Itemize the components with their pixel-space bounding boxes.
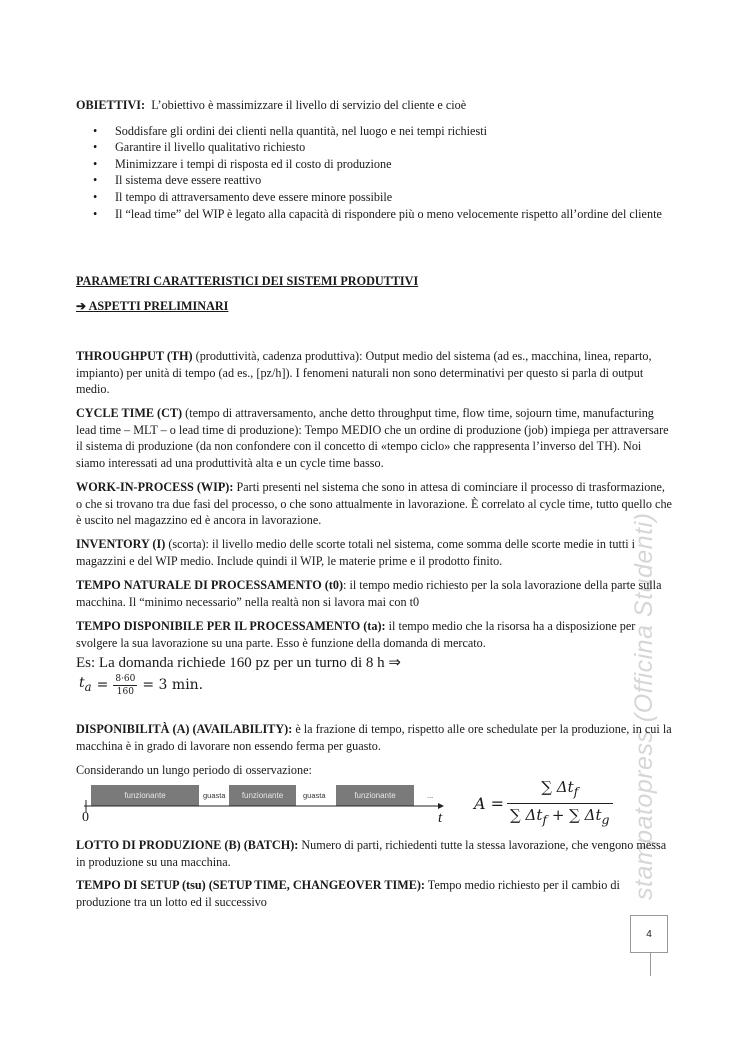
den-sub-1: f	[542, 812, 548, 827]
definition-text: : il tempo medio richiesto per la sola lavorazione della parte sulla macchina. Il “minimo necessario” nella realtà non si lavora mai con t0	[76, 578, 662, 609]
definition-availability	[76, 721, 672, 754]
fraction	[510, 776, 609, 831]
definition-text: il tempo medio che la risorsa ha a disposizione per svolgere la sua lavorazione su una parte. Esso è funzione della domanda di mercato.	[76, 619, 636, 650]
axis-time-label: t	[438, 810, 443, 826]
term: DISPONIBILITÀ (A) (AVAILABILITY):	[76, 722, 293, 736]
observation-text: Considerando un lungo periodo di osservazione:	[76, 763, 312, 777]
numerator: 8·60	[115, 674, 136, 684]
availability-formula	[474, 776, 610, 831]
den-sum-2: ∑ Δt	[569, 806, 602, 824]
timeline-axis	[80, 800, 450, 820]
term: TEMPO NATURALE DI PROCESSAMENTO (t0)	[76, 578, 344, 592]
timeline-bar-working: funzionante	[229, 785, 296, 806]
list-item: • Garantire il livello qualitativo richiesto	[76, 139, 672, 156]
definition-setup	[76, 877, 672, 910]
objectives-list	[76, 123, 672, 223]
term: TEMPO DISPONIBILE PER IL PROCESSAMENTO (ta):	[76, 619, 386, 633]
num-sum: ∑ Δt	[541, 778, 574, 796]
objectives-text: L’obiettivo è massimizzare il livello di servizio del cliente e cioè	[151, 98, 467, 112]
definition-text: (produttività, cadenza produttiva): Output medio del sistema (ad es., macchina, linea, reparto, impianto) per unità di tempo (ad es., [pz/h]). I fenomeni naturali non sono determinativi per questo si parla di output medio.	[76, 349, 652, 397]
subsection-title: ➔ ASPETTI PRELIMINARI	[76, 299, 229, 313]
term: THROUGHPUT (TH)	[76, 349, 193, 363]
watermark: stampatopress (Officina Studenti)	[630, 512, 658, 900]
timeline-bar-working: funzionante	[336, 785, 414, 806]
denominator	[510, 804, 609, 831]
formula-result: = 3 min.	[142, 677, 204, 694]
definition-text: Numero di parti, richiedenti tutte la stessa lavorazione, che vengono messa in produzione su una macchina.	[76, 838, 667, 869]
definition-batch	[76, 837, 672, 870]
den-sum-1: ∑ Δt	[510, 806, 543, 824]
formula-sub: a	[84, 680, 92, 695]
timeline-bar-working: funzionante	[91, 785, 199, 806]
list-item: • Soddisfare gli ordini dei clienti nella quantità, nel luogo e nei tempi richiesti	[76, 123, 672, 140]
formula-lhs: t	[79, 675, 85, 692]
definition-cycle-time	[76, 405, 672, 471]
numerator	[507, 776, 612, 804]
term: INVENTORY (I)	[76, 537, 166, 551]
definition-throughput	[76, 348, 672, 398]
fraction	[113, 673, 137, 698]
num-sub: f	[573, 784, 579, 799]
list-item: • Il “lead time” del WIP è legato alla capacità di rispondere più o meno velocemente rispetto all’ordine del cliente	[76, 206, 672, 223]
plus: +	[551, 806, 565, 824]
list-item: • Il sistema deve essere reattivo	[76, 172, 672, 189]
term: CYCLE TIME (CT)	[76, 406, 183, 420]
definition-text: Tempo medio richiesto per il cambio di produzione tra un lotto ed il successivo	[76, 878, 620, 909]
example-formula: $t_a$ = $\frac{8\cdot 60}{160}$ = 3 min.	[79, 674, 204, 697]
definition-ta	[76, 618, 672, 651]
den-sub-2: g	[601, 812, 610, 827]
timeline-gap-failure: guasta	[203, 791, 226, 800]
timeline-gap-failure: guasta	[303, 791, 326, 800]
term: LOTTO DI PRODUZIONE (B) (BATCH):	[76, 838, 299, 852]
definition-text: Parti presenti nel sistema che sono in attesa di cominciare il processo di trasformazione, o che si trovano tra due fasi del processo, o che sono attualmente in lavorazione. È correlato al cycle time, tutto quello che è uscito nel magazzino ed è ancora in lavorazione.	[76, 480, 672, 528]
definition-wip	[76, 479, 672, 529]
denominator: 160	[116, 687, 134, 697]
timeline-ellipsis: ...	[427, 791, 434, 800]
term: TEMPO DI SETUP (tsu) (SETUP TIME, CHANGEOVER TIME):	[76, 878, 425, 892]
axis-origin-label: 0	[82, 810, 89, 825]
term: WORK-IN-PROCESS (WIP):	[76, 480, 234, 494]
definition-inventory	[76, 536, 672, 569]
definition-t0	[76, 577, 672, 610]
objectives-label: OBIETTIVI:	[76, 98, 146, 112]
formula-lhs: A =	[474, 794, 505, 813]
list-item: • Minimizzare i tempi di risposta ed il costo di produzione	[76, 156, 672, 173]
definition-text: è la frazione di tempo, rispetto alle ore schedulate per la produzione, in cui la macchina è in grado di lavorare non essendo ferma per guasto.	[76, 722, 672, 753]
list-item: • Il tempo di attraversamento deve essere minore possibile	[76, 189, 672, 206]
example-line: Es: La domanda richiede 160 pz per un turno di 8 h ⇒	[76, 655, 401, 671]
definition-text: (scorta): il livello medio delle scorte totali nel sistema, come somma delle scorte medie in tutti i magazzini e del WIP medio. Include quindi il WIP, le materie prime e il prodotto finito.	[76, 537, 636, 568]
section-title: PARAMETRI CARATTERISTICI DEI SISTEMI PRODUTTIVI	[76, 274, 419, 288]
definition-text: (tempo di attraversamento, anche detto throughput time, flow time, sojourn time, manufacturing lead time – MLT – o lead time di produzione): Tempo MEDIO che un ordine di produzione (job) impiega per attraversare il sistema di produzione (da non confondere con il concetto di «tempo ciclo» che rappresenta l’inverso del TH). Noi siamo interessati ad una produttività alta e un cycle time basso.	[76, 406, 669, 470]
page-number: 4	[630, 915, 668, 953]
page-number-line	[650, 952, 651, 976]
objectives	[76, 97, 672, 222]
